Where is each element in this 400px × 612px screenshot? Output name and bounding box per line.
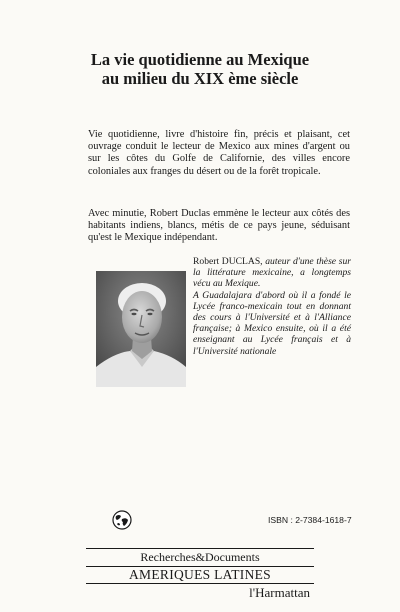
author-photo — [96, 271, 186, 387]
title-line-2: au milieu du XIX ème siècle — [101, 69, 299, 88]
title-line-1: La vie quotidienne au Mexique — [90, 50, 310, 69]
globe-icon — [112, 510, 132, 530]
series-name: Recherches&Documents — [140, 550, 260, 564]
bio-paragraph-2: A Guadalajara d'abord où il a fondé le Lycée franco-mexicain tout en donnant des cours à l'Université et à l'Alliance française; à Mexico ensuite, où il a été enseignant au Lycée français et à l'Université nationale — [193, 289, 351, 357]
bio-text-1: auteur d'une thèse sur la littérature mexicaine, a longtemps vécu au Mexique. — [193, 256, 351, 290]
collection-name: AMERIQUES LATINES — [129, 567, 271, 582]
bio-paragraph-1 — [193, 256, 351, 290]
series-block — [86, 548, 314, 599]
description-paragraph-1: Vie quotidienne, livre d'histoire fin, précis et plaisant, cet ouvrage conduit le lecteur de Mexico aux mines d'argent ou sur les côtes du Golfe de Californie, des villes encore coloniales aux franges du désert ou de la forêt tropicale. — [88, 129, 350, 177]
description-paragraph-2: Avec minutie, Robert Duclas emmène le lecteur aux côtés des habitants indiens, blancs, métis de ce pays jeune, séduisant qu'est le Mexique indépendant. — [88, 208, 350, 244]
book-title — [40, 50, 360, 88]
author-name: Robert DUCLAS, — [193, 256, 263, 267]
isbn-number: ISBN : 2-7384-1618-7 — [268, 515, 352, 525]
publisher-name: l'Harmattan — [249, 585, 310, 600]
author-bio — [193, 256, 351, 357]
